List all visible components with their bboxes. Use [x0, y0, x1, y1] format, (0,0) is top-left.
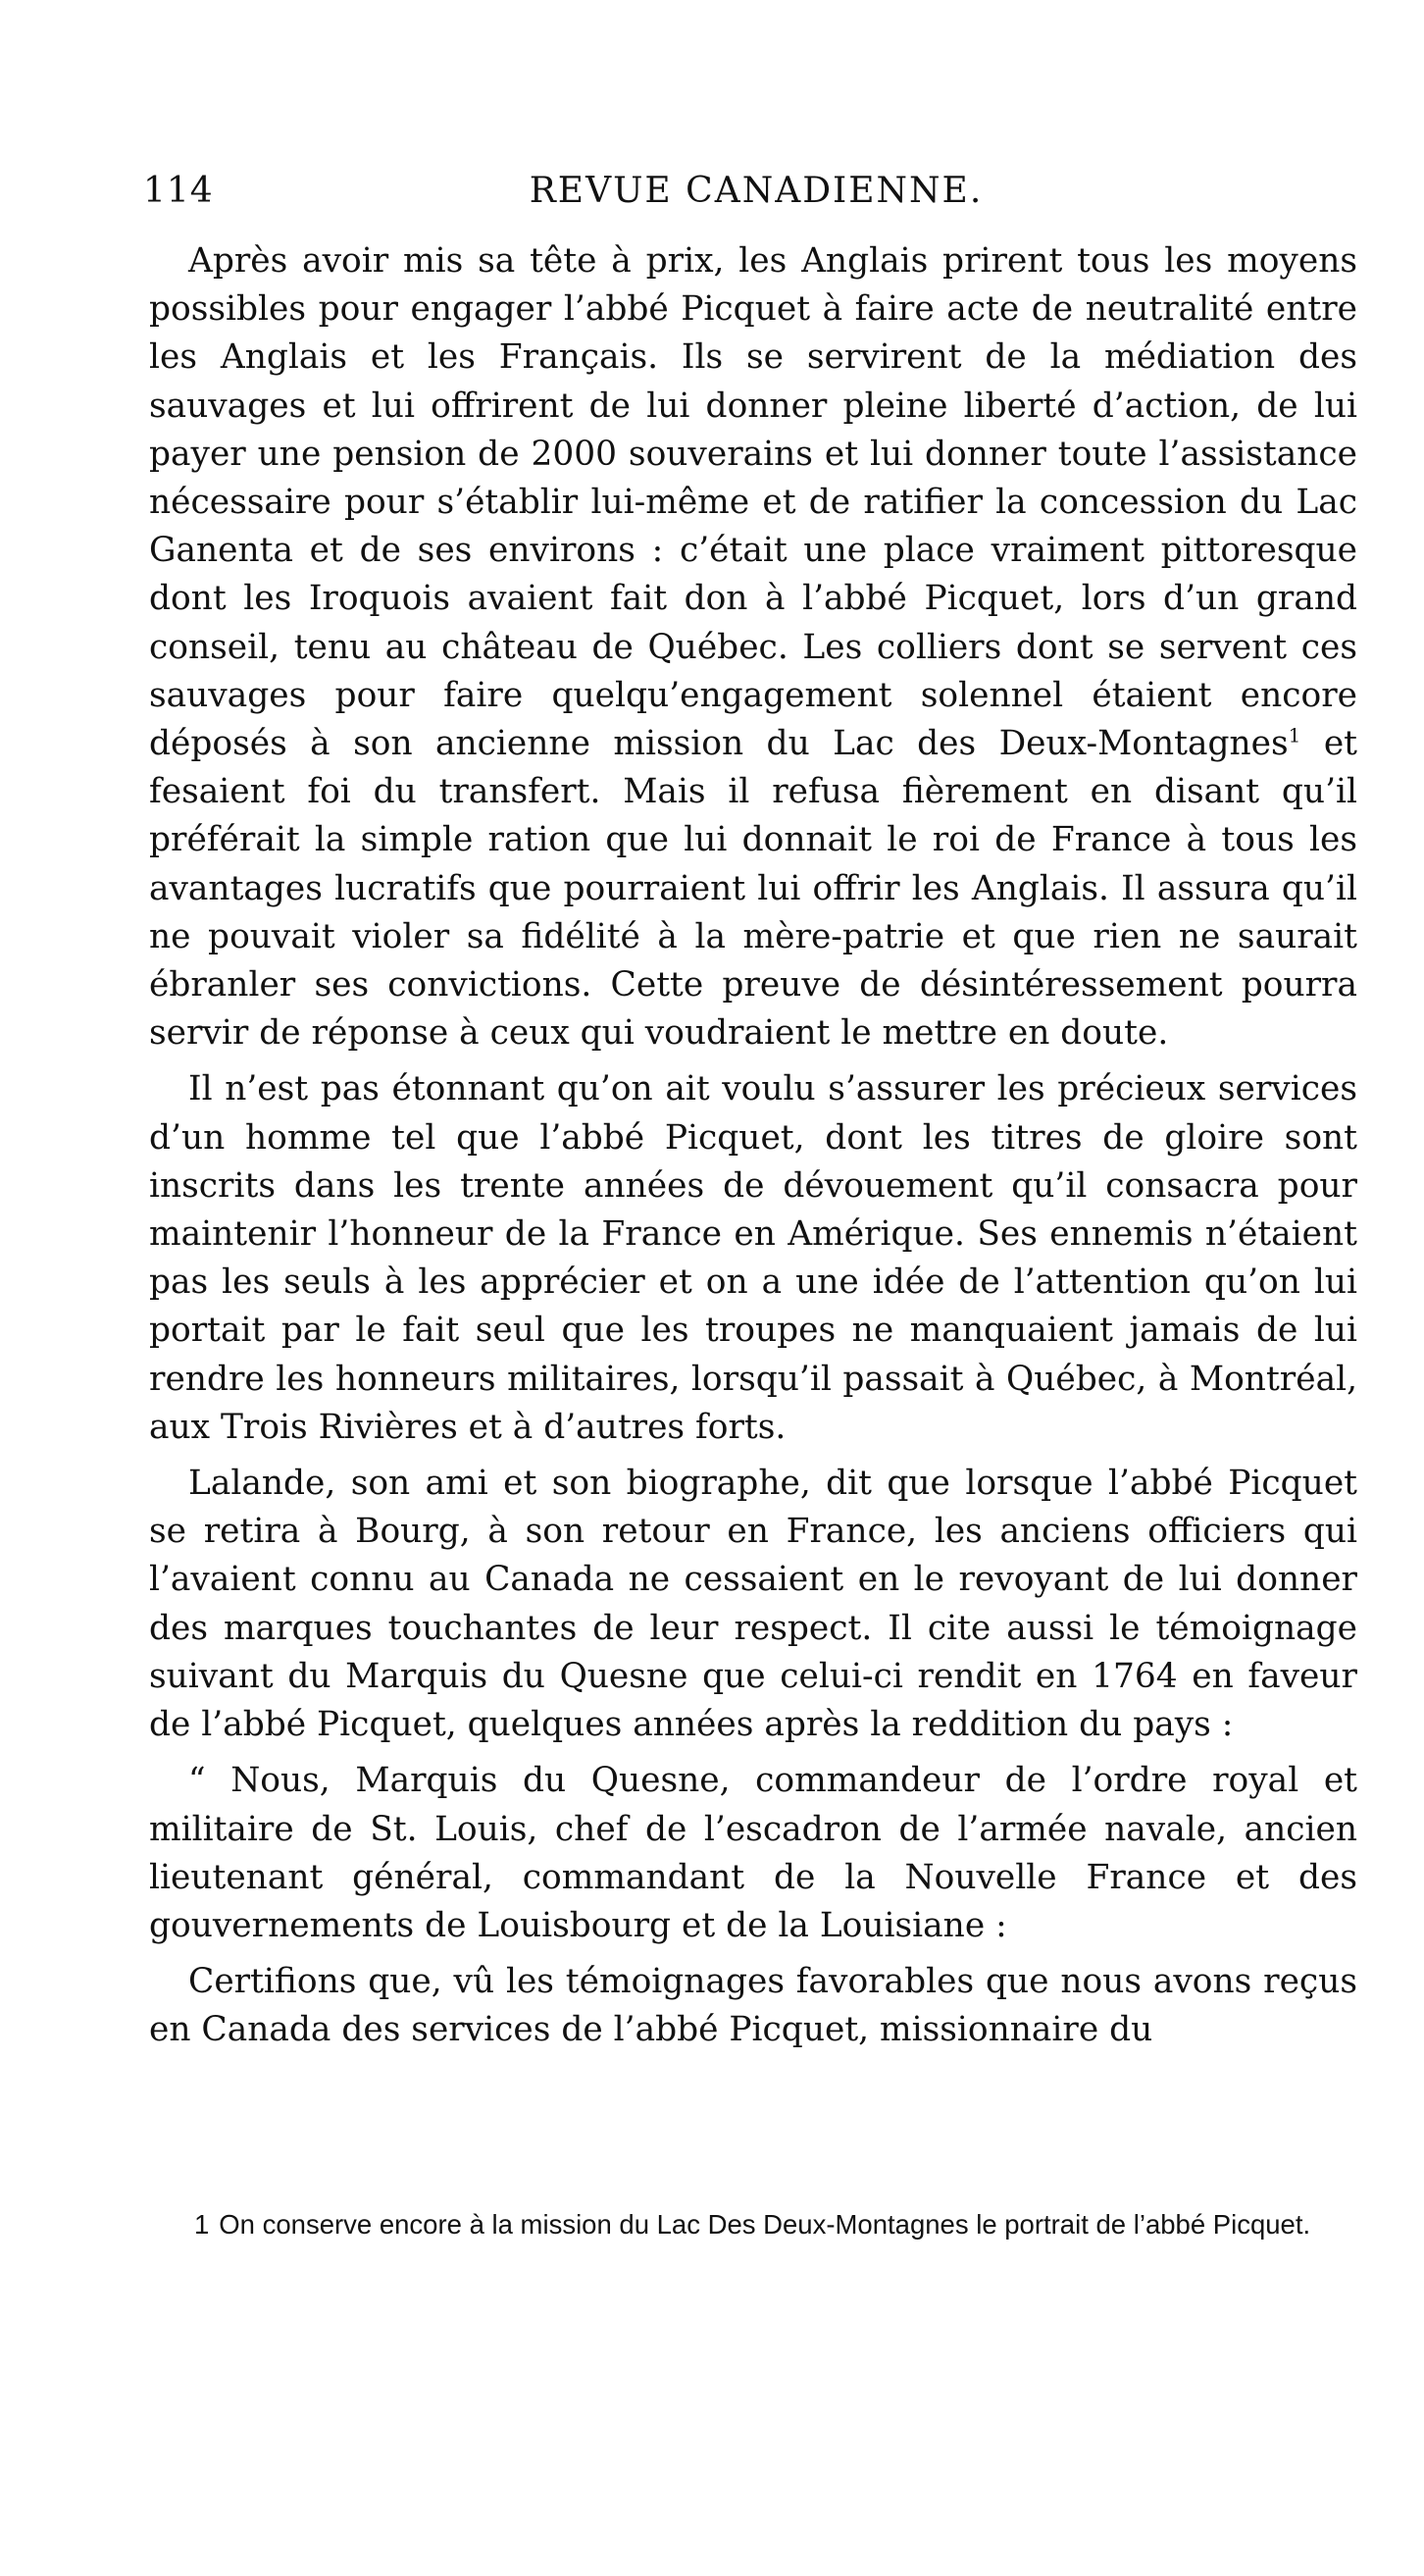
paragraph-3: Lalande, son ami et son biographe, dit que lorsque l’abbé Picquet se retira à Bourg, à son retour en France, les anciens officiers qui l’avaient connu au Canada ne cessaient en le revoyant de lui donner des marques touchantes de leur respect. Il cite aussi le témoignage suivant du Marquis du Quesne que celui-ci rendit en 1764 en faveur de l’abbé Picquet, quelques années après la reddition du pays :: [149, 1464, 1357, 1745]
running-head: [143, 167, 1369, 216]
paragraph-2: Il n’est pas étonnant qu’on ait voulu s’assurer les précieux services d’un homme tel que l’abbé Picquet, dont les titres de gloire sont inscrits dans les trente années de dévouement qu’il consacra pour maintenir l’honneur de la France en Amérique. Ses ennemis n’étaient pas les seuls à les apprécier et on a une idée de l’attention qu’on lui portait par le fait seul que les troupes ne manquaient jamais de lui rendre les honneurs militaires, lorsqu’il passait à Québec, à Montréal, aux Trois Rivières et à d’autres forts.: [149, 1069, 1357, 1447]
footnote: [165, 2209, 1359, 2240]
page-number: 114: [143, 171, 214, 211]
body-text: [149, 237, 1357, 2063]
footnote-text: On conserve encore à la mission du Lac Des Deux-Montagnes le portrait de l’abbé Picquet.: [219, 2209, 1311, 2240]
footnote-reference: 1: [1288, 723, 1301, 747]
footnote-marker: 1: [194, 2209, 210, 2240]
paragraph-1-text-a: Après avoir mis sa tête à prix, les Anglais prirent tous les moyens possibles pour engager l’abbé Picquet à faire acte de neutralité entre les Anglais et les Français. Ils se servirent de la médiation des sauvages et lui offrirent de lui donner pleine liberté d’action, de lui payer une pension de 2000 souverains et lui donner toute l’assistance nécessaire pour s’établir lui-même et de ratifier la concession du Lac Ganenta et de ses environs : c’était une place vraiment pittoresque dont les Iroquois avaient fait don à l’abbé Picquet, lors d’un grand conseil, tenu au château de Québec. Les colliers dont se servent ces sauvages pour faire quelqu’engagement solennel étaient encore déposés à son ancienne mission du Lac des Deux-Montagnes: [149, 241, 1357, 764]
quotation-paragraph-2: Certifions que, vû les témoignages favorables que nous avons reçus en Canada des services de l’abbé Picquet, missionnaire du: [149, 1962, 1357, 2050]
quotation-paragraph-1: “ Nous, Marquis du Quesne, commandeur de l’ordre royal et militaire de St. Louis, chef de l’escadron de l’armée navale, ancien lieutenant général, commandant de la Nouvelle France et des gouvernements de Louisbourg et de la Louisiane :: [149, 1761, 1357, 1945]
paragraph-1-text-b: et fesaient foi du transfert. Mais il refusa fièrement en disant qu’il préférait la simple ration que lui donnait le roi de France à tous les avantages lucratifs que pourraient lui offrir les Anglais. Il assura qu’il ne pouvait violer sa fidélité à la mère-patrie et que rien ne saurait ébranler ses convictions. Cette preuve de désintéressement pourra servir de réponse à ceux qui voudraient le mettre en doute.: [149, 724, 1357, 1054]
journal-title: REVUE CANADIENNE.: [529, 171, 984, 211]
paragraph-1: [149, 237, 1357, 1057]
